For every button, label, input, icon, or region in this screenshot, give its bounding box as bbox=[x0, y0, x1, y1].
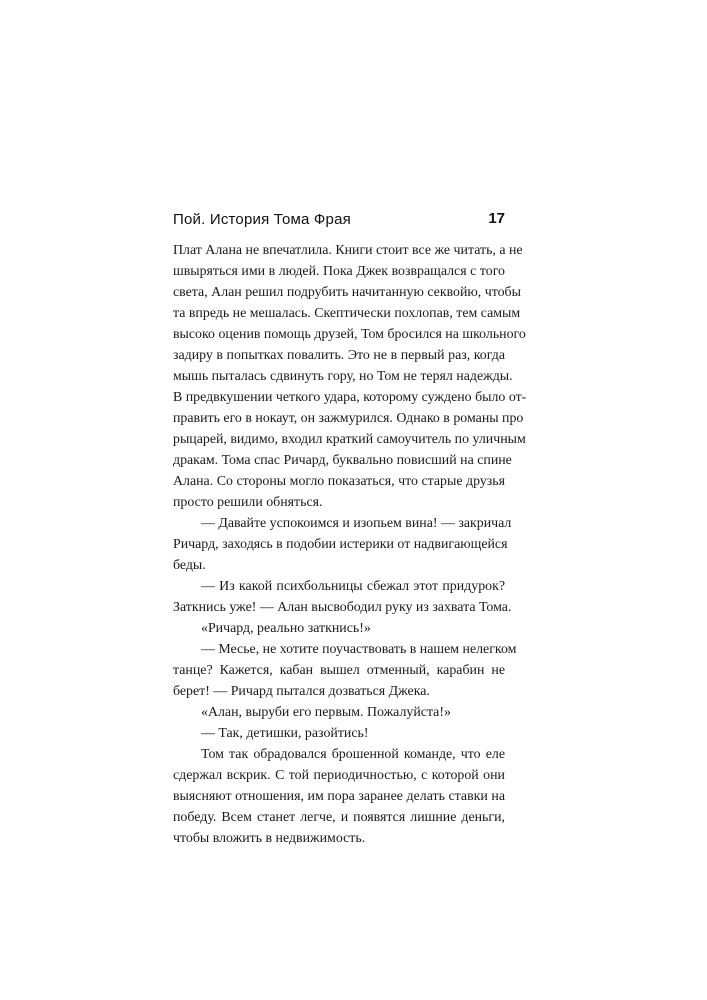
text-line: света, Алан решил подрубить начитанную секвойю, чтобы bbox=[173, 285, 521, 300]
text-line: выясняют отношения, им пора заранее делать ставки на bbox=[173, 789, 505, 804]
running-head bbox=[173, 211, 505, 235]
text-line: берет! — Ричард пытался дозваться Джека. bbox=[173, 684, 430, 699]
text-line: «Алан, выруби его первым. Пожалуйста!» bbox=[201, 705, 451, 720]
text-line: Ричард, заходясь в подобии истерики от надвигающейся bbox=[173, 537, 508, 552]
text-line: сдержал вскрик. С той периодичностью, с которой они bbox=[173, 768, 505, 783]
text-line: — Так, детишки, разойтись! bbox=[201, 726, 369, 741]
running-title: Пой. История Тома Фрая bbox=[173, 211, 351, 228]
text-line: высоко оценив помощь друзей, Том бросился на школьного bbox=[173, 327, 526, 342]
text-line: рыцарей, видимо, входил краткий самоучитель по уличным bbox=[173, 432, 526, 447]
text-line: Заткнись уже! — Алан высвободил руку из захвата Тома. bbox=[173, 600, 512, 615]
text-line: Алана. Со стороны могло показаться, что старые друзья bbox=[173, 474, 505, 489]
text-line: просто решили обняться. bbox=[173, 495, 323, 510]
page-number: 17 bbox=[488, 210, 505, 227]
text-line: задиру в попытках повалить. Это не в первый раз, когда bbox=[173, 348, 505, 363]
text-line: чтобы вложить в недвижимость. bbox=[173, 831, 366, 846]
text-line: та впредь не мешалась. Скептически похлопав, тем самым bbox=[173, 306, 521, 321]
text-line: В предвкушении четкого удара, которому суждено было от- bbox=[173, 390, 527, 405]
text-line: — Из какой психбольницы сбежал этот придурок? bbox=[201, 579, 505, 594]
text-line: «Ричард, реально заткнись!» bbox=[201, 621, 371, 636]
text-line: победу. Всем станет легче, и появятся лишние деньги, bbox=[173, 810, 505, 825]
text-line: Плат Алана не впечатлила. Книги стоит все же читать, а не bbox=[173, 243, 523, 258]
text-line: мышь пыталась сдвинуть гору, но Том не терял надежды. bbox=[173, 369, 513, 384]
text-line: — Давайте успокоимся и изопьем вина! — закричал bbox=[201, 516, 512, 531]
text-line: — Месье, не хотите поучаствовать в нашем нелегком bbox=[201, 642, 517, 657]
text-line: швыряться ими в людей. Пока Джек возвращался с того bbox=[173, 264, 505, 279]
text-line: дракам. Тома спас Ричард, буквально повисший на спине bbox=[173, 453, 512, 468]
text-line: танце? Кажется, кабан вышел отменный, карабин не bbox=[173, 663, 505, 678]
text-line: править его в нокаут, он зажмурился. Однако в романы про bbox=[173, 411, 524, 426]
body-text bbox=[173, 240, 527, 849]
text-line: беды. bbox=[173, 558, 206, 573]
text-line: Том так обрадовался брошенной команде, что еле bbox=[201, 747, 505, 762]
